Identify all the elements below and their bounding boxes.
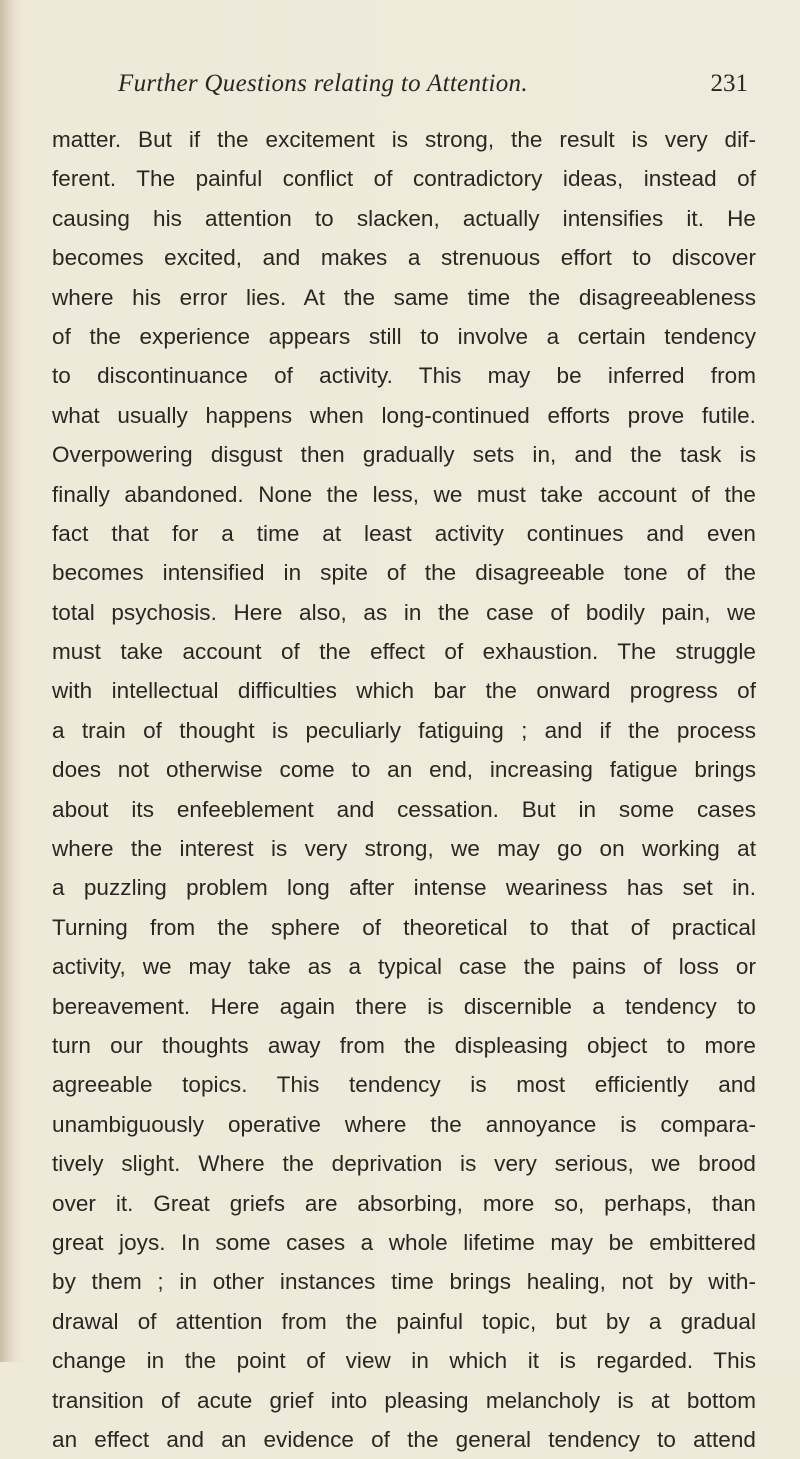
text-line: where his error lies. At the same time the disagreeableness (52, 284, 756, 310)
text-line: must take account of the effect of exhaustion. The struggle (52, 639, 756, 665)
text-line: matter. But if the excitement is strong, the result is very dif- (52, 127, 756, 152)
text-line: unambiguously operative where the annoyance is compara- (52, 1111, 756, 1137)
text-line: with intellectual difficulties which bar the onward progress of (52, 678, 756, 704)
text-line: great joys. In some cases a whole lifetime may be embittered (52, 1229, 756, 1255)
running-head (118, 70, 748, 110)
text-line: finally abandoned. None the less, we must take account of the (52, 481, 756, 507)
text-line: of the experience appears still to involve a certain tendency (52, 323, 756, 349)
text-line: a train of thought is peculiarly fatiguing ; and if the process (52, 717, 756, 743)
text-line: activity, we may take as a typical case the pains of loss or (52, 954, 756, 980)
text-line: an effect and an evidence of the general tendency to attend (52, 1426, 756, 1452)
text-line: over it. Great griefs are absorbing, more so, perhaps, than (52, 1190, 756, 1216)
text-line: becomes intensified in spite of the disagreeable tone of the (52, 560, 756, 586)
text-line: Turning from the sphere of theoretical to that of practical (52, 914, 756, 940)
text-line: total psychosis. Here also, as in the case of bodily pain, we (52, 599, 756, 625)
text-line: where the interest is very strong, we may go on working at (52, 836, 756, 862)
text-line: to discontinuance of activity. This may be inferred from (52, 363, 756, 389)
text-line: Overpowering disgust then gradually sets in, and the task is (52, 442, 756, 468)
text-line: change in the point of view in which it is regarded. This (52, 1348, 756, 1374)
text-line: becomes excited, and makes a strenuous effort to discover (52, 245, 756, 271)
spine-shadow (0, 0, 14, 1362)
body-text (52, 120, 756, 1459)
text-line: turn our thoughts away from the displeasing object to more (52, 1032, 756, 1058)
text-line: by them ; in other instances time brings healing, not by with- (52, 1269, 756, 1295)
text-line: tively slight. Where the deprivation is very serious, we brood (52, 1151, 756, 1177)
text-line: bereavement. Here again there is discernible a tendency to (52, 993, 756, 1019)
text-line: transition of acute grief into pleasing melancholy is at bottom (52, 1387, 756, 1413)
page-number: 231 (710, 70, 748, 97)
text-line: does not otherwise come to an end, increasing fatigue brings (52, 757, 756, 783)
text-line: what usually happens when long-continued efforts prove futile. (52, 402, 756, 428)
text-line: ferent. The painful conflict of contradictory ideas, instead of (52, 166, 756, 192)
text-line: drawal of attention from the painful topic, but by a gradual (52, 1308, 756, 1334)
text-line: causing his attention to slacken, actually intensifies it. He (52, 205, 756, 231)
text-line: fact that for a time at least activity continues and even (52, 520, 756, 546)
running-title: Further Questions relating to Attention. (118, 70, 528, 97)
text-line: a puzzling problem long after intense weariness has set in. (52, 875, 756, 901)
text-line: about its enfeeblement and cessation. But in some cases (52, 796, 756, 822)
text-line: agreeable topics. This tendency is most efficiently and (52, 1072, 756, 1098)
